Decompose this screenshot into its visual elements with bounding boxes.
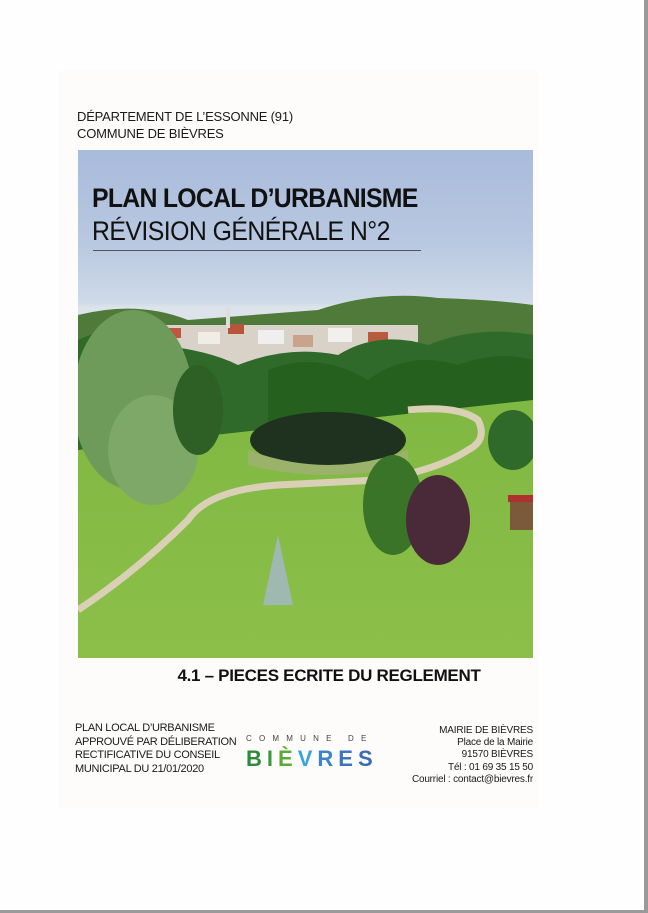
cover-title: PLAN LOCAL D’URBANISME [92, 183, 418, 213]
contact-line: Place de la Mairie [457, 737, 533, 749]
logo-letter: R [317, 746, 339, 771]
contact-phone: Tél : 01 69 35 15 50 [448, 761, 533, 773]
logo-letter: V [297, 746, 318, 771]
contact-line: MAIRIE DE BIÈVRES [439, 725, 533, 736]
approval-line: MUNICIPAL DU 21/01/2020 [75, 762, 204, 775]
document-section-title: 4.1 – PIECES ECRITE DU REGLEMENT [177, 666, 481, 685]
contact-line: 91570 BIÈVRES [461, 749, 533, 761]
logo-commune-de: COMMUNE DE [246, 734, 374, 743]
department-label: DÉPARTEMENT DE L’ESSONNE (91) [77, 109, 293, 124]
logo-letter: I [266, 746, 279, 771]
approval-line: PLAN LOCAL D’URBANISME [75, 722, 215, 734]
approval-notice [75, 722, 236, 776]
document-header [77, 108, 293, 142]
viewer-scrollbar-edge [644, 0, 648, 913]
commune-label: COMMUNE DE BIÈVRES [77, 126, 224, 141]
logo-letter: È [278, 746, 298, 771]
contact-email: Courriel : contact@bievres.fr [411, 773, 533, 785]
mairie-contact [412, 725, 533, 786]
logo-letter: B [246, 746, 267, 771]
logo-letter: E [338, 746, 358, 771]
approval-line: APPROUVÉ PAR DÉLIBERATION [75, 735, 237, 748]
logo-letter: S [357, 746, 378, 771]
approval-line: RECTIFICATIVE DU CONSEIL [75, 749, 220, 761]
title-divider [93, 250, 421, 251]
bievres-logo [246, 746, 378, 772]
cover-subtitle: RÉVISION GÉNÉRALE N°2 [92, 216, 390, 246]
